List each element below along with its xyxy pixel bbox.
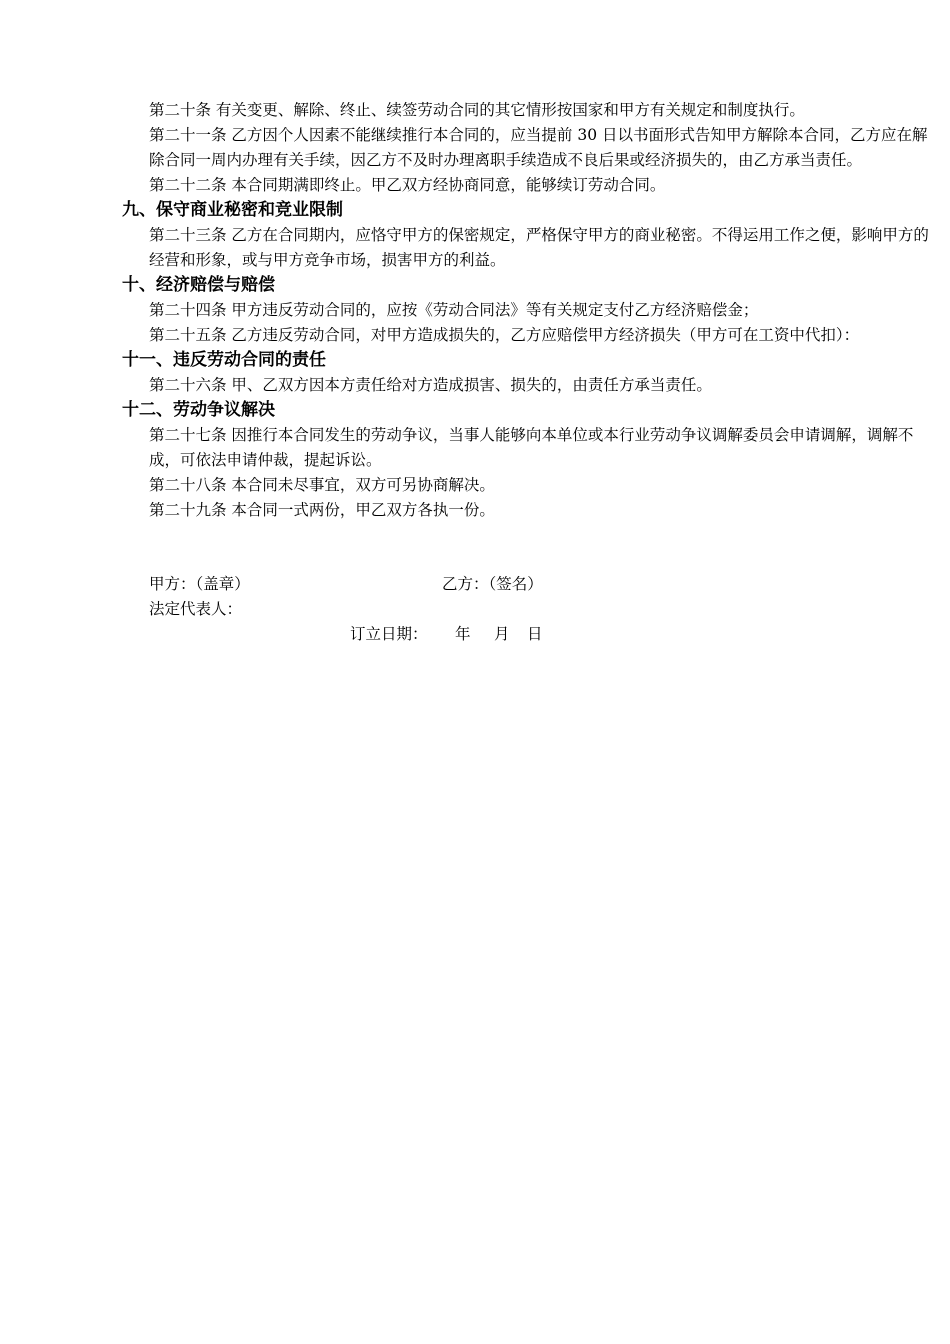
- article-21: 第二十一条 乙方因个人因素不能继续推行本合同的，应当提前 30 日以书面形式告知甲方解除本合同，乙方应在解除合同一周内办理有关手续，因乙方不及时办理离职手续造成不良后果或经济损失的，由乙方承当责任。: [149, 126, 928, 169]
- date-month-label: 月: [494, 625, 510, 643]
- date-day-label: 日: [527, 625, 543, 643]
- article-20: 第二十条 有关变更、解除、终止、续签劳动合同的其它情形按国家和甲方有关规定和制度执行。: [149, 101, 805, 119]
- article-23: 第二十三条 乙方在合同期内，应恪守甲方的保密规定，严格保守甲方的商业秘密。不得运用工作之便，影响甲方的经营和形象，或与甲方竞争市场，损害甲方的利益。: [149, 226, 929, 269]
- section-heading-12: 十二、劳动争议解决: [122, 400, 275, 420]
- date-year-label: 年: [455, 625, 471, 643]
- signature-parties-row: [149, 572, 849, 597]
- article-26: 第二十六条 甲、乙双方因本方责任给对方造成损害、损失的，由责任方承当责任。: [149, 376, 712, 394]
- date-row: [149, 622, 849, 647]
- signature-block: [149, 572, 849, 647]
- date-label: 订立日期：: [350, 625, 428, 643]
- section-heading-9: 九、保守商业秘密和竞业限制: [122, 200, 343, 220]
- article-22: 第二十二条 本合同期满即终止。甲乙双方经协商同意，能够续订劳动合同。: [149, 176, 666, 194]
- article-27: 第二十七条 因推行本合同发生的劳动争议，当事人能够向本单位或本行业劳动争议调解委员会申请调解，调解不成，可依法申请仲裁，提起诉讼。: [149, 426, 914, 469]
- section-heading-10: 十、经济赔偿与赔偿: [122, 275, 275, 295]
- party-b-sign-label: 乙方：（签名）: [442, 575, 543, 593]
- article-24: 第二十四条 甲方违反劳动合同的，应按《劳动合同法》等有关规定支付乙方经济赔偿金；: [149, 301, 759, 319]
- legal-rep-row: [149, 597, 849, 622]
- legal-rep-label: 法定代表人：: [149, 600, 243, 618]
- party-a-seal-label: 甲方：（盖章）: [149, 575, 250, 593]
- contract-body: [122, 98, 930, 523]
- article-25: 第二十五条 乙方违反劳动合同，对甲方造成损失的，乙方应赔偿甲方经济损失（甲方可在工资中代扣）：: [149, 326, 860, 344]
- article-28: 第二十八条 本合同未尽事宜，双方可另协商解决。: [149, 476, 495, 494]
- section-heading-11: 十一、违反劳动合同的责任: [122, 350, 326, 370]
- article-29: 第二十九条 本合同一式两份，甲乙双方各执一份。: [149, 501, 495, 519]
